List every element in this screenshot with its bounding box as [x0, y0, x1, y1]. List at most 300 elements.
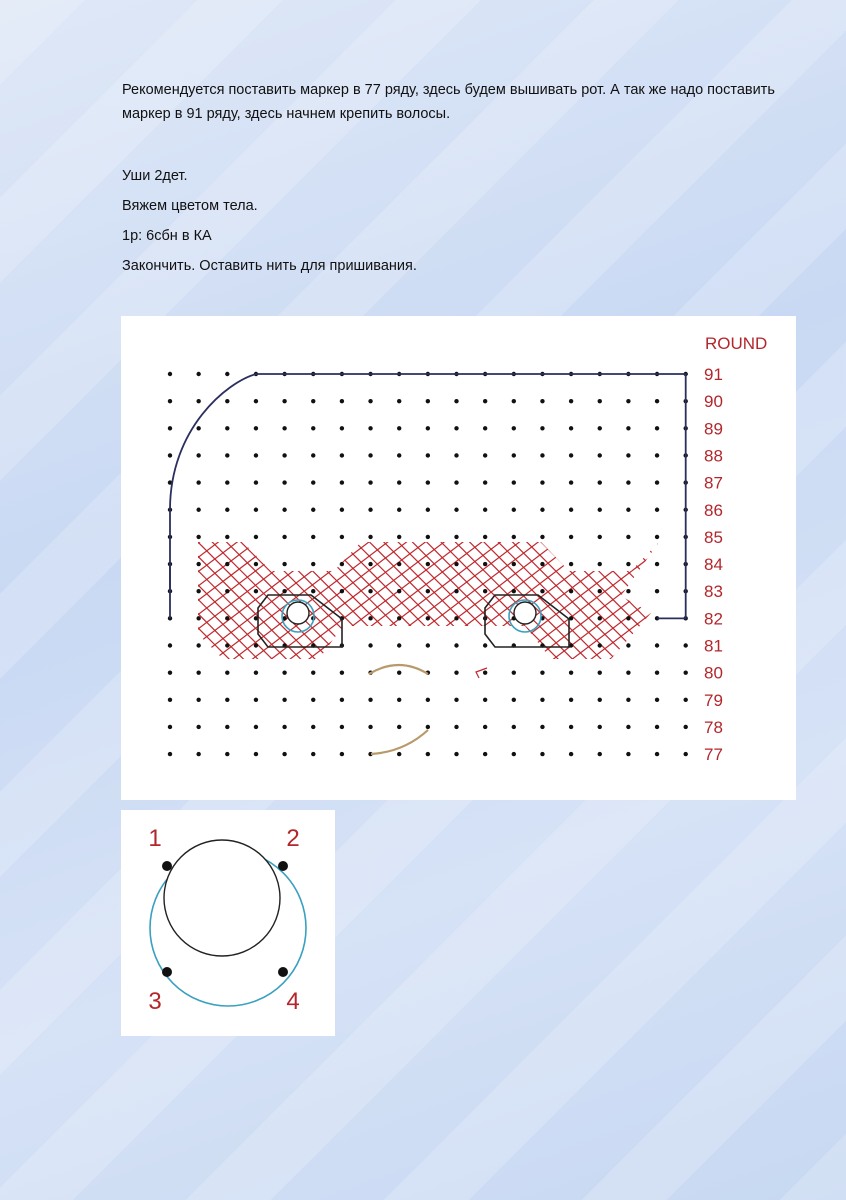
grid-dot — [225, 535, 229, 539]
grid-dot — [254, 589, 258, 593]
grid-dot — [626, 725, 630, 729]
grid-dot — [397, 535, 401, 539]
grid-dot — [397, 698, 401, 702]
grid-dot — [368, 725, 372, 729]
grid-dot — [196, 752, 200, 756]
grid-dot — [569, 480, 573, 484]
grid-dot — [426, 480, 430, 484]
stitch-point — [278, 967, 288, 977]
grid-dot — [340, 698, 344, 702]
grid-dot — [655, 643, 659, 647]
grid-dot — [454, 508, 458, 512]
cross-line — [181, 697, 681, 800]
cross-line — [181, 316, 681, 399]
grid-dot — [655, 508, 659, 512]
grid-dot — [168, 698, 172, 702]
grid-dot — [483, 589, 487, 593]
stitch-chart-panel — [121, 316, 796, 800]
grid-dot — [655, 426, 659, 430]
grid-dot — [311, 725, 315, 729]
grid-dot — [254, 725, 258, 729]
cross-line — [181, 797, 681, 800]
grid-dot — [454, 643, 458, 647]
grid-dot — [282, 535, 286, 539]
grid-dot — [368, 535, 372, 539]
grid-dot — [684, 670, 688, 674]
grid-dot — [626, 698, 630, 702]
grid-dot — [426, 725, 430, 729]
grid-dot — [454, 480, 458, 484]
grid-dot — [483, 480, 487, 484]
cross-line — [181, 454, 681, 800]
round-label: 83 — [704, 582, 723, 602]
pupil — [287, 602, 309, 624]
cross-line — [181, 316, 681, 356]
grid-dot — [598, 589, 602, 593]
grid-dot — [254, 643, 258, 647]
cross-line — [181, 391, 681, 771]
grid-dot — [368, 589, 372, 593]
cross-line — [181, 677, 681, 800]
grid-dot — [254, 480, 258, 484]
grid-dot — [598, 453, 602, 457]
cross-line — [181, 720, 681, 801]
grid-dot — [196, 670, 200, 674]
grid-dot — [368, 453, 372, 457]
grid-dot — [426, 399, 430, 403]
grid-dot — [483, 399, 487, 403]
grid-dot — [540, 670, 544, 674]
grid-dot — [225, 508, 229, 512]
cross-line — [181, 783, 681, 801]
cross-line — [181, 777, 681, 800]
grid-dot — [626, 535, 630, 539]
grid-dot — [598, 535, 602, 539]
grid-dot — [626, 562, 630, 566]
grid-dot — [225, 562, 229, 566]
grid-dot — [598, 698, 602, 702]
mouth — [369, 665, 487, 754]
grid-dot — [254, 698, 258, 702]
grid-dot — [512, 725, 516, 729]
grid-dot — [340, 589, 344, 593]
grid-dot — [282, 670, 286, 674]
grid-dot — [540, 480, 544, 484]
cross-line — [181, 740, 681, 800]
grid-dot — [540, 589, 544, 593]
grid-dot — [512, 535, 516, 539]
grid-dot — [512, 426, 516, 430]
grid-dot — [512, 508, 516, 512]
cross-line — [181, 316, 681, 324]
grid-dot — [626, 616, 630, 620]
point-label: 1 — [148, 825, 162, 852]
cross-line — [181, 362, 681, 742]
stitch-chart — [121, 316, 796, 800]
cross-line — [181, 316, 681, 528]
cross-line — [181, 476, 681, 800]
cross-line — [181, 316, 681, 467]
grid-dot — [454, 426, 458, 430]
cross-line — [181, 316, 681, 782]
grid-dot — [311, 698, 315, 702]
cross-line — [181, 791, 681, 800]
grid-dot — [311, 535, 315, 539]
grid-dot — [540, 399, 544, 403]
grid-dot — [540, 453, 544, 457]
grid-dot — [397, 399, 401, 403]
grid-dot — [598, 643, 602, 647]
grid-dot — [168, 670, 172, 674]
grid-dot — [168, 643, 172, 647]
eyes — [258, 595, 569, 647]
grid-dot — [254, 508, 258, 512]
grid-dot — [569, 562, 573, 566]
grid-dot — [397, 480, 401, 484]
hair-outline — [170, 374, 686, 618]
grid-dot — [483, 670, 487, 674]
grid-dot — [540, 535, 544, 539]
grid-dot — [282, 399, 286, 403]
grid-dot — [598, 426, 602, 430]
grid-dot — [340, 535, 344, 539]
grid-dot — [254, 426, 258, 430]
cross-line — [181, 316, 681, 456]
grid-dot — [483, 725, 487, 729]
grid-dot — [454, 399, 458, 403]
grid-dot — [626, 453, 630, 457]
grid-dot — [483, 453, 487, 457]
grid-dot — [569, 670, 573, 674]
grid-dot — [196, 480, 200, 484]
grid-dot — [626, 752, 630, 756]
cross-line — [181, 419, 681, 799]
grid-dot — [426, 426, 430, 430]
color-note: Вяжем цветом тела. — [122, 198, 258, 214]
finish-instruction: Закончить. Оставить нить для пришивания. — [122, 258, 417, 274]
grid-dot — [340, 480, 344, 484]
grid-dot — [483, 643, 487, 647]
stitch-point — [162, 967, 172, 977]
grid-dot — [512, 480, 516, 484]
cross-line — [181, 316, 681, 353]
grid-dot — [196, 562, 200, 566]
cross-line — [181, 511, 681, 800]
grid-dot — [512, 399, 516, 403]
grid-dot — [626, 643, 630, 647]
grid-dot — [225, 616, 229, 620]
grid-dot — [569, 589, 573, 593]
cross-line — [181, 368, 681, 800]
grid-dot — [454, 698, 458, 702]
grid-dot — [684, 698, 688, 702]
grid-dot — [225, 372, 229, 376]
grid-dot — [254, 453, 258, 457]
cross-line — [181, 316, 681, 525]
cross-line — [181, 316, 681, 442]
grid-dot — [598, 399, 602, 403]
grid-dot — [340, 670, 344, 674]
round-label: 88 — [704, 446, 723, 466]
grid-dot — [368, 508, 372, 512]
grid-dot — [540, 752, 544, 756]
cross-line — [181, 562, 681, 800]
grid-dot — [225, 643, 229, 647]
grid-dot — [282, 508, 286, 512]
grid-dot — [282, 725, 286, 729]
round-label: 79 — [704, 690, 723, 710]
grid-dot — [569, 508, 573, 512]
grid-dot — [483, 535, 487, 539]
grid-dot — [282, 562, 286, 566]
grid-dot — [397, 589, 401, 593]
grid-dot — [426, 589, 430, 593]
grid-dot — [426, 562, 430, 566]
cross-line — [181, 333, 681, 713]
cross-line — [181, 316, 681, 410]
grid-dot — [598, 725, 602, 729]
grid-dot — [626, 480, 630, 484]
grid-dot — [168, 372, 172, 376]
grid-dot — [196, 535, 200, 539]
grid-dot — [340, 752, 344, 756]
cross-line — [181, 668, 681, 800]
round-label: 84 — [704, 555, 723, 575]
grid-dot — [168, 453, 172, 457]
cross-line — [181, 316, 681, 339]
grid-dot — [225, 426, 229, 430]
grid-dot — [340, 562, 344, 566]
cross-line — [181, 316, 681, 682]
grid-dot — [225, 698, 229, 702]
grid-dot — [225, 670, 229, 674]
cross-line — [181, 725, 681, 800]
grid-dot — [598, 508, 602, 512]
cross-line — [181, 768, 681, 800]
cross-line — [181, 462, 681, 800]
cross-line — [181, 754, 681, 800]
cross-line — [181, 640, 681, 801]
grid-dot — [311, 752, 315, 756]
round-label: 91 — [704, 365, 723, 384]
cross-line — [181, 316, 681, 499]
cross-line — [181, 691, 681, 800]
grid-dot — [168, 426, 172, 430]
cross-line — [181, 316, 681, 556]
cross-line — [181, 316, 681, 613]
cross-line — [181, 316, 681, 496]
grid-dot — [397, 725, 401, 729]
grid-dot — [397, 643, 401, 647]
grid-dot — [340, 508, 344, 512]
stitch-point — [162, 861, 172, 871]
grid-dot — [655, 725, 659, 729]
stitch-point — [278, 861, 288, 871]
grid-dot — [196, 453, 200, 457]
round-label: 87 — [704, 473, 723, 493]
grid-dot — [168, 399, 172, 403]
grid-dot — [626, 508, 630, 512]
grid-dot — [311, 399, 315, 403]
grid-dot — [483, 752, 487, 756]
grid-dot — [311, 508, 315, 512]
grid-dot — [397, 670, 401, 674]
grid-dot — [368, 426, 372, 430]
grid-dot — [569, 752, 573, 756]
ring-diagram — [121, 810, 335, 1036]
grid-dot — [168, 752, 172, 756]
cross-line — [181, 625, 681, 800]
round-label: 80 — [704, 663, 723, 683]
grid-dot — [196, 372, 200, 376]
grid-dot — [225, 399, 229, 403]
grid-dot — [426, 752, 430, 756]
grid-dot — [311, 589, 315, 593]
grid-dot — [454, 725, 458, 729]
grid-dot — [626, 426, 630, 430]
grid-dot — [254, 535, 258, 539]
grid-dot — [598, 670, 602, 674]
cross-line — [181, 316, 681, 582]
grid-dot — [569, 426, 573, 430]
grid-dot — [655, 535, 659, 539]
grid-dot — [540, 508, 544, 512]
grid-dot — [426, 535, 430, 539]
grid-dot — [540, 725, 544, 729]
grid-dot — [512, 670, 516, 674]
cross-line — [181, 316, 681, 370]
intro-paragraph: Рекомендуется поставить маркер в 77 ряду, здесь будем вышивать рот. А так же надо поставить маркер в 91 ряду, здесь начнем крепить волосы. — [122, 82, 775, 122]
grid-dot — [454, 670, 458, 674]
grid-dot — [397, 752, 401, 756]
grid-dot — [311, 480, 315, 484]
grid-dot — [655, 670, 659, 674]
cross-line — [181, 611, 681, 800]
cross-line — [181, 316, 681, 427]
grid-dot — [282, 480, 286, 484]
cross-line — [181, 634, 681, 800]
grid-dot — [311, 562, 315, 566]
grid-dot — [483, 426, 487, 430]
grid-dot — [598, 616, 602, 620]
grid-dot — [454, 589, 458, 593]
grid-dot — [397, 562, 401, 566]
grid-dot — [196, 698, 200, 702]
grid-dot — [454, 562, 458, 566]
grid-dot — [512, 562, 516, 566]
grid-dot — [684, 752, 688, 756]
grid-dot — [598, 562, 602, 566]
grid-dot — [311, 426, 315, 430]
round-label: 85 — [704, 527, 723, 547]
grid-dot — [540, 562, 544, 566]
grid-dot — [311, 453, 315, 457]
grid-dot — [196, 616, 200, 620]
grid-dot — [196, 643, 200, 647]
grid-dot — [540, 698, 544, 702]
grid-dot — [426, 698, 430, 702]
grid-dot — [168, 725, 172, 729]
cross-line — [181, 762, 681, 800]
grid-dot — [311, 670, 315, 674]
grid-dot — [454, 752, 458, 756]
ring-diagram-panel — [121, 810, 335, 1036]
point-label: 2 — [286, 825, 300, 852]
grid-dot — [340, 725, 344, 729]
round-label: 81 — [704, 636, 723, 656]
cross-line — [181, 662, 681, 800]
grid-dot — [598, 480, 602, 484]
grid-dot — [340, 399, 344, 403]
cross-line — [181, 316, 681, 553]
grid-dot — [569, 399, 573, 403]
grid-dot — [655, 562, 659, 566]
cross-line — [181, 534, 681, 800]
cross-line — [181, 316, 681, 570]
ears-title: Уши 2дет. — [122, 168, 188, 184]
grid-dot — [512, 752, 516, 756]
grid-dot — [655, 589, 659, 593]
grid-dot — [196, 725, 200, 729]
grid-dot — [626, 399, 630, 403]
grid-dot — [282, 752, 286, 756]
grid-dot — [340, 453, 344, 457]
round-label: 89 — [704, 419, 723, 439]
grid-dot — [512, 453, 516, 457]
round-label: 82 — [704, 609, 723, 629]
grid-dot — [368, 616, 372, 620]
cross-line — [181, 316, 681, 453]
grid-dot — [282, 589, 286, 593]
cross-line — [181, 316, 681, 396]
round-labels — [704, 334, 767, 764]
grid-dot — [368, 399, 372, 403]
cross-line — [181, 316, 681, 413]
grid-dot — [426, 453, 430, 457]
grid-dot — [569, 698, 573, 702]
grid-dot — [426, 508, 430, 512]
cross-line — [181, 316, 681, 725]
grid-dot — [655, 399, 659, 403]
grid-dot — [196, 426, 200, 430]
grid-dot — [397, 508, 401, 512]
cross-line — [181, 316, 681, 739]
grid-dot — [483, 508, 487, 512]
grid-dot — [254, 670, 258, 674]
cross-line — [181, 591, 681, 800]
grid-dot — [454, 535, 458, 539]
point-label: 3 — [148, 988, 162, 1015]
round-label: 86 — [704, 500, 723, 520]
grid-dot — [512, 589, 516, 593]
inner-circle — [164, 840, 280, 956]
grid-dot — [282, 698, 286, 702]
cross-line — [181, 316, 681, 568]
grid-dot — [368, 643, 372, 647]
grid-dot — [426, 616, 430, 620]
grid-dot — [397, 453, 401, 457]
grid-dot — [655, 698, 659, 702]
grid-dot — [454, 616, 458, 620]
grid-dot — [225, 589, 229, 593]
grid-dot — [368, 698, 372, 702]
grid-dot — [540, 426, 544, 430]
grid-dot — [397, 616, 401, 620]
grid-dot — [684, 725, 688, 729]
grid-dot — [196, 589, 200, 593]
grid-dot — [225, 725, 229, 729]
grid-dot — [483, 698, 487, 702]
